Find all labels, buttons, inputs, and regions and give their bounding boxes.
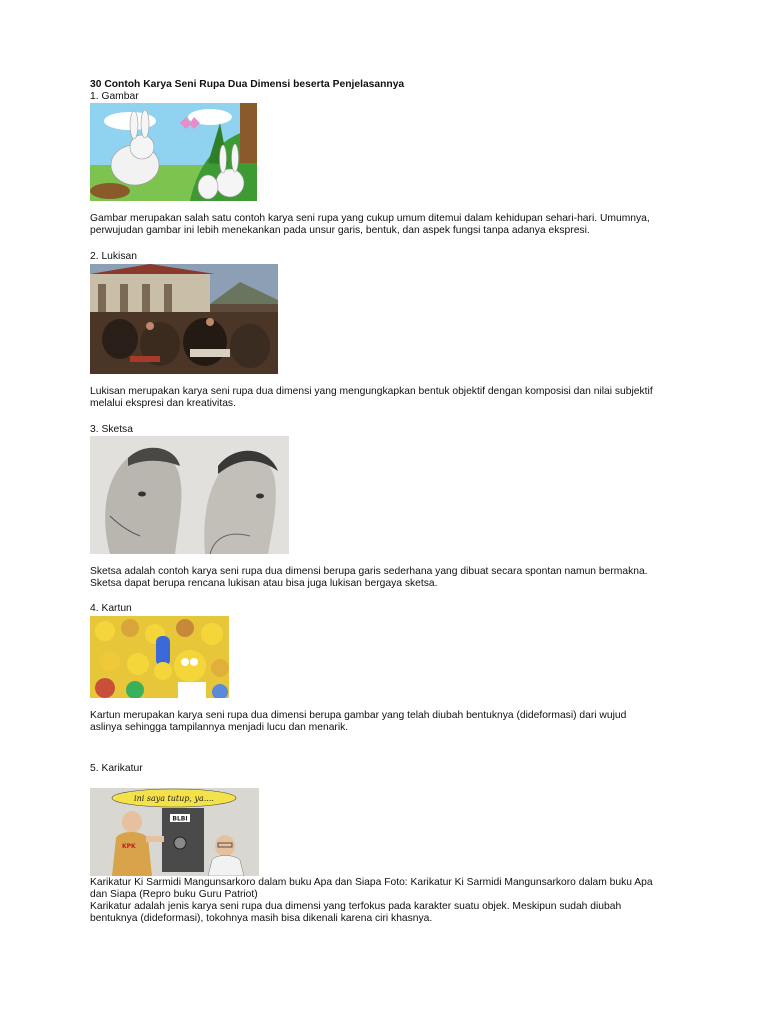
section-heading-gambar: 1. Gambar [90, 91, 139, 102]
text-line: perwujudan gambar ini lebih menekankan pada unsur garis, bentuk, dan aspek fungsi tanpa adanya ekspresi. [90, 225, 590, 237]
karikatur-image [90, 788, 259, 876]
section-heading-kartun: 4. Kartun [90, 603, 132, 614]
lukisan-painting [90, 264, 278, 374]
text-line: dan Siapa (Repro buku Guru Patriot) [90, 889, 258, 901]
caption-karikatur [90, 877, 690, 902]
section-text-gambar [90, 213, 690, 238]
text-line: Sketsa adalah contoh karya seni rupa dua dimensi berupa garis sederhana yang dibuat secara spontan namun bermakna. [90, 566, 648, 577]
section-text-sketsa [90, 566, 690, 591]
safe-label: BLBI [172, 815, 188, 823]
section-heading-lukisan: 2. Lukisan [90, 251, 137, 262]
text-line: bentuknya (dideformasi), tokohnya masih bisa dikenali karena ciri khasnya. [90, 913, 433, 925]
section-text-karikatur [90, 901, 690, 926]
text-line: Gambar merupakan salah satu contoh karya seni rupa yang cukup umum ditemui dalam kehidupan sehari-hari. Umumnya, [90, 213, 650, 224]
vest-label: KPK [122, 843, 136, 850]
text-line: Lukisan merupakan karya seni rupa dua dimensi yang mengungkapkan bentuk objektif dengan komposisi dan nilai subjektif [90, 386, 653, 397]
section-text-kartun [90, 710, 690, 735]
text-line: melalui ekspresi dan kreativitas. [90, 398, 236, 410]
gambar-illustration [90, 103, 257, 201]
document-title: 30 Contoh Karya Seni Rupa Dua Dimensi beserta Penjelasannya [90, 79, 405, 90]
text-line: aslinya sehingga tampilannya menjadi lucu dan menarik. [90, 722, 349, 734]
text-line: Kartun merupakan karya seni rupa dua dimensi berupa gambar yang telah diubah bentuknya (dideformasi) dari wujud [90, 710, 627, 721]
speech-bubble-text: ini saya tutup, ya.... [134, 794, 214, 803]
text-line: Karikatur Ki Sarmidi Mangunsarkoro dalam buku Apa dan Siapa Foto: Karikatur Ki Sarmidi Mangunsarkoro dalam buku Apa [90, 877, 653, 888]
text-line: Sketsa dapat berupa rencana lukisan atau bisa juga lukisan bergaya sketsa. [90, 578, 438, 590]
section-text-lukisan [90, 386, 690, 411]
sketsa-drawing [90, 436, 289, 554]
text-line: Karikatur adalah jenis karya seni rupa dua dimensi yang terfokus pada karakter suatu objek. Meskipun sudah diubah [90, 901, 622, 912]
section-heading-karikatur: 5. Karikatur [90, 763, 143, 774]
kartun-image [90, 616, 229, 698]
section-heading-sketsa: 3. Sketsa [90, 424, 133, 435]
